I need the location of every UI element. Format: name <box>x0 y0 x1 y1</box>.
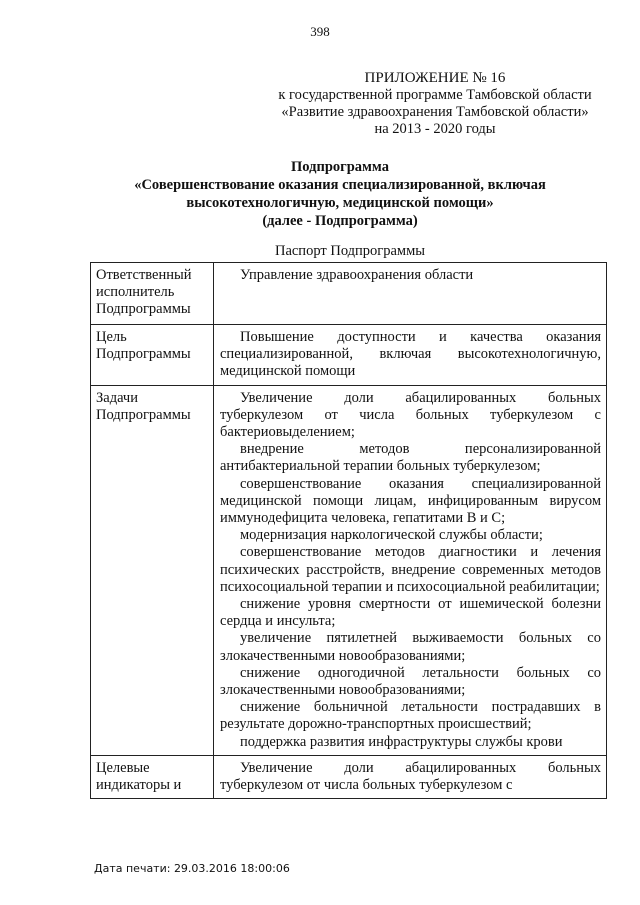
goal-label: Цель Подпрограммы <box>91 325 214 386</box>
print-date: Дата печати: 29.03.2016 18:00:06 <box>94 862 290 875</box>
annex-line-3: на 2013 - 2020 годы <box>374 121 496 137</box>
annex-line-1: к государственной программе Тамбовской области <box>278 87 592 103</box>
task-item: совершенствование методов диагностики и лечения психических расстройств, внедрение современных методов психосоциальной терапии и психосоциальной реабилитации; <box>220 544 601 595</box>
annex-header <box>260 70 610 138</box>
tasks-value <box>214 385 607 755</box>
task-item: Увеличение доли абацилированных больных туберкулезом от числа больных туберкулезом с бактериовыделением; <box>220 389 601 441</box>
task-item: совершенствование оказания специализированной медицинской помощи лицам, инфицированным вирусом иммунодефицита человека, гепатитами В и С; <box>220 475 601 527</box>
subprogram-title-line-1: Подпрограмма <box>291 159 389 175</box>
table-row-indicators <box>91 755 607 798</box>
indicators-value <box>214 755 607 798</box>
page-number: 398 <box>310 24 330 39</box>
goal-value-text: Повышение доступности и качества оказания специализированной, включая высокотехнологичную, медицинской помощи <box>220 329 601 380</box>
subprogram-title-line-3: высокотехнологичную, медицинской помощи» <box>186 195 494 211</box>
executor-label: Ответственный исполнитель Подпрограммы <box>91 263 214 325</box>
tasks-label: Задачи Подпрограммы <box>91 385 214 755</box>
task-item: поддержка развития инфраструктуры службы крови <box>240 733 563 750</box>
subprogram-title-line-4: (далее - Подпрограмма) <box>262 213 418 229</box>
indicators-label: Целевые индикаторы и <box>91 755 214 798</box>
goal-value <box>214 325 607 386</box>
executor-value <box>214 263 607 325</box>
task-item: снижение больничной летальности пострадавших в результате дорожно-транспортных происшествий; <box>220 699 601 733</box>
task-item: увеличение пятилетней выживаемости больных со злокачественными новообразованиями; <box>220 630 601 664</box>
subprogram-title <box>40 158 640 230</box>
table-row-executor <box>91 263 607 325</box>
subprogram-title-line-2: «Совершенствование оказания специализированной, включая <box>134 177 546 193</box>
table-row-goal <box>91 325 607 386</box>
table-row-tasks <box>91 385 607 755</box>
executor-value-text: Управление здравоохранения области <box>240 267 474 283</box>
passport-table <box>90 262 607 799</box>
annex-line-2: «Развитие здравоохранения Тамбовской области» <box>281 104 589 120</box>
task-item: снижение одногодичной летальности больных со злокачественными новообразованиями; <box>220 664 601 699</box>
annex-title: ПРИЛОЖЕНИЕ № 16 <box>364 70 506 86</box>
passport-title: Паспорт Подпрограммы <box>274 243 426 259</box>
indicators-value-text: Увеличение доли абацилированных больных туберкулезом от числа больных туберкулезом с <box>220 759 601 794</box>
task-item: модернизация наркологической службы области; <box>240 527 543 544</box>
task-item: снижение уровня смертности от ишемической болезни сердца и инсульта; <box>220 596 601 630</box>
task-item: внедрение методов персонализированной антибактериальной терапии больных туберкулезом; <box>220 441 601 475</box>
